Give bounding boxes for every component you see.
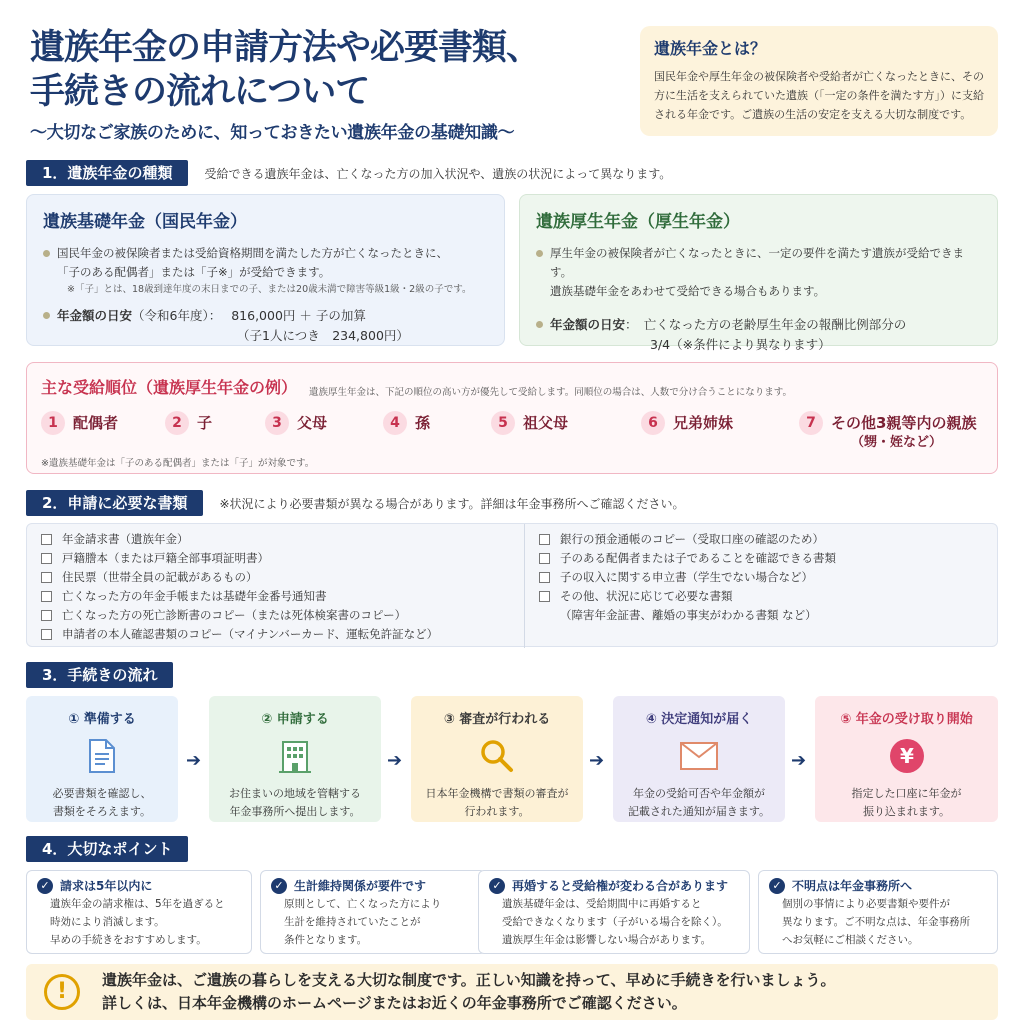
section-2-tag: 2．申請に必要な書類	[26, 490, 203, 516]
checklist-item-sub: （障害年金証書、離婚の事実がわかる書類 など）	[560, 608, 817, 622]
order-title: 主な受給順位（遺族厚生年金の例）	[41, 378, 298, 397]
flow-step-5	[815, 696, 998, 822]
point-text: 個別の事情により必要書類や要件が 異なります。ご不明な点は、年金事務所 へお気軽にご相談ください。	[782, 898, 971, 946]
checklist-label: その他、状況に応じて必要な書類	[560, 589, 733, 603]
title-line-2: 手続きの流れについて	[30, 72, 370, 112]
footer-line-2: 詳しくは、日本年金機構のホームページまたはお近くの年金事務所でご確認ください。	[102, 994, 687, 1012]
section-4-header	[26, 836, 188, 862]
order-label: 孫	[415, 414, 431, 432]
checklist-item	[41, 625, 438, 644]
point-text: 遺族基礎年金は、受給期間中に再婚すると 受給できなくなります（子がいる場合を除く）。 遺族厚生年金は影響しない場合があります。	[502, 898, 728, 946]
checkbox-icon[interactable]	[41, 591, 52, 602]
footer-line-1: 遺族年金は、ご遺族の暮らしを支える大切な制度です。正しい知識を持って、早めに手続きを行いましょう。	[102, 971, 836, 989]
checklist-item	[41, 549, 438, 568]
checkbox-icon[interactable]	[41, 629, 52, 640]
order-item-5	[491, 411, 568, 435]
checklist-label: 戸籍謄本（または戸籍全部事項証明書）	[62, 551, 269, 565]
step-text: 日本年金機構で書類の審査が 行われます。	[425, 787, 569, 818]
order-num: 1	[41, 411, 65, 435]
employee-amount-value-2: 3/4（※条件により異なります）	[650, 337, 831, 352]
basic-amount-year: （令和6年度）：	[132, 308, 222, 323]
checklist-item	[539, 587, 836, 606]
checklist-item	[539, 568, 836, 587]
point-text: 遺族年金の請求権は、5年を過ぎると 時効により消滅します。 早めの手続きをおすすめします。	[50, 898, 225, 946]
checklist-item	[41, 587, 438, 606]
employee-amount	[536, 315, 981, 355]
employee-pension-desc	[536, 244, 981, 301]
title-line-1: 遺族年金の申請方法や必要書類、	[30, 28, 541, 68]
point-title: 請求は5年以内に	[60, 879, 153, 893]
point-title: 不明点は年金事務所へ	[792, 879, 913, 893]
what-is-title: 遺族年金とは？	[654, 39, 767, 58]
bullet-icon	[43, 312, 50, 319]
checklist-label: 住民票（世帯全員の記載があるもの）	[62, 570, 258, 584]
checkbox-icon[interactable]	[41, 610, 52, 621]
documents-list-right	[539, 530, 836, 625]
section-2-header	[26, 490, 685, 516]
order-item-2	[165, 411, 212, 435]
flow-step-3	[411, 696, 583, 822]
basic-pension-card	[26, 194, 505, 346]
order-num: 2	[165, 411, 189, 435]
what-is-body: 国民年金や厚生年金の被保険者や受給者が亡くなったときに、その方に生活を支えられていた遺族（「一定の条件を満たす方」）に支給される年金です。ご遺族の生活の安定を支える大切な制度です。	[654, 70, 984, 121]
checklist-label: 子の収入に関する申立書（学生でない場合など）	[560, 570, 813, 584]
section-3-header	[26, 662, 173, 688]
checklist-label: 銀行の預金通帳のコピー（受取口座の確認のため）	[560, 532, 825, 546]
flow-step-1	[26, 696, 178, 822]
checkbox-icon[interactable]	[41, 534, 52, 545]
order-label: 子	[197, 414, 213, 432]
checklist-item	[41, 568, 438, 587]
checklist-label: 年金請求書（遺族年金）	[62, 532, 189, 546]
svg-text:¥: ¥	[899, 744, 914, 768]
point-card-2	[260, 870, 486, 954]
checkbox-icon[interactable]	[539, 572, 550, 583]
order-footnote: ※遺族基礎年金は「子のある配偶者」または「子」が対象です。	[41, 458, 315, 469]
page-title	[30, 26, 640, 114]
arrow-icon: ➔	[186, 750, 202, 771]
bullet-icon	[536, 321, 543, 328]
order-num: 3	[265, 411, 289, 435]
document-icon	[26, 737, 178, 775]
employee-pension-card	[519, 194, 998, 352]
footer-note	[26, 964, 998, 1020]
point-card-4	[758, 870, 998, 954]
order-num: 5	[491, 411, 515, 435]
building-icon	[209, 737, 381, 775]
section-1-tag: 1．遺族年金の種類	[26, 160, 188, 186]
checklist-item	[539, 549, 836, 568]
section-1-note: 受給できる遺族年金は、亡くなった方の加入状況や、遺族の状況によって異なります。	[204, 166, 672, 181]
employee-amount-value: ： 亡くなった方の老齢厚生年金の報酬比例部分の	[625, 317, 907, 332]
order-item-7	[799, 411, 976, 451]
point-title: 再婚すると受給権が変わる合があります	[512, 879, 729, 893]
point-card-1	[26, 870, 252, 954]
checkbox-icon[interactable]	[539, 553, 550, 564]
employee-amount-label: 年金額の日安	[550, 317, 626, 332]
receipt-order-box	[26, 362, 998, 474]
checklist-item	[539, 530, 836, 549]
checkbox-icon[interactable]	[41, 572, 52, 583]
arrow-icon: ➔	[791, 750, 807, 771]
step-text: 必要書類を確認し、 書類をそろえます。	[52, 787, 152, 818]
section-1-header	[26, 160, 671, 186]
employee-line-1: 厚生年金の被保険者が亡くなったときに、一定の要件を満たす遺族が受給できます。	[550, 246, 964, 279]
checklist-label: 申請者の本人確認書類のコピー（マイナンバーカード、運転免許証など）	[62, 627, 439, 641]
section-3-tag: 3．手続きの流れ	[26, 662, 173, 688]
checklist-item	[41, 530, 438, 549]
checklist-divider	[524, 524, 525, 648]
envelope-icon	[613, 737, 785, 775]
basic-amount-value: 816,000円 ＋ 子の加算	[231, 308, 366, 323]
basic-line-2: 「子のある配偶者」または「子※」が受給できます。	[57, 265, 331, 279]
order-item-3	[265, 411, 327, 435]
step-title: ④ 決定通知が届く	[645, 712, 753, 727]
order-label: 祖父母	[523, 414, 569, 432]
basic-pension-title: 遺族基礎年金（国民年金）	[43, 212, 247, 232]
order-item-1	[41, 411, 118, 435]
order-label: 父母	[297, 414, 328, 432]
step-text: 年金の受給可否や年金額が 記載された通知が届きます。	[627, 787, 771, 818]
flow-step-4	[613, 696, 785, 822]
bullet-icon	[536, 250, 543, 257]
check-icon: ✓	[271, 878, 287, 894]
section-4-tag: 4．大切なポイント	[26, 836, 188, 862]
step-text: 指定した口座に年金が 振り込まれます。	[851, 787, 962, 818]
employee-pension-title: 遺族厚生年金（厚生年金）	[536, 212, 740, 232]
point-card-3	[478, 870, 750, 954]
arrow-icon: ➔	[387, 750, 403, 771]
flow-step-2	[209, 696, 381, 822]
checklist-label: 子のある配偶者または子であることを確認できる書類	[560, 551, 836, 565]
checklist-item	[41, 606, 438, 625]
order-label: その他3親等内の親族	[831, 414, 977, 432]
order-label: 兄弟姉妹	[673, 414, 734, 432]
arrow-icon: ➔	[589, 750, 605, 771]
order-note: 遺族厚生年金は、下記の順位の高い方が優先して受給します。同順位の場合は、人数で分け合うことになります。	[309, 387, 792, 398]
exclamation-icon: !	[44, 974, 80, 1010]
order-item-4	[383, 411, 430, 435]
basic-child-note: ※「子」とは、18歳到達年度の末日までの子、または20歳未満で障害等級1級・2級の子です。	[67, 284, 472, 295]
footer-text	[102, 969, 836, 1015]
yen-icon	[815, 737, 998, 775]
order-num: 4	[383, 411, 407, 435]
checkbox-icon[interactable]	[41, 553, 52, 564]
order-item-6	[641, 411, 733, 435]
check-icon: ✓	[37, 878, 53, 894]
basic-line-1: 国民年金の被保険者または受給資格期間を満たした方が亡くなったときに、	[57, 246, 448, 260]
step-title: ① 準備する	[68, 712, 136, 727]
step-text: お住まいの地域を管轄する 年金事務所へ提出します。	[229, 787, 361, 818]
employee-line-2: 遺族基礎年金をあわせて受給できる場合もあります。	[550, 284, 826, 298]
point-text: 原則として、亡くなった方により 生計を維持されていたことが 条件となります。	[284, 898, 442, 946]
checkbox-icon[interactable]	[539, 591, 550, 602]
step-title: ② 申請する	[261, 712, 329, 727]
page-subtitle: 〜大切なご家族のために、知っておきたい遺族年金の基礎知識〜	[30, 123, 515, 143]
documents-checklist	[26, 523, 998, 647]
magnifier-icon	[411, 737, 583, 775]
basic-amount-label: 年金額の日安	[57, 308, 133, 323]
checklist-label: 亡くなった方の年金手帳または基礎年金番号通知書	[62, 589, 327, 603]
checkbox-icon[interactable]	[539, 534, 550, 545]
basic-amount-child: （子1人につき 234,800円）	[237, 328, 409, 343]
checklist-label: 亡くなった方の死亡診断書のコピー（または死体検案書のコピー）	[62, 608, 407, 622]
check-icon: ✓	[769, 878, 785, 894]
basic-amount	[43, 306, 488, 346]
what-is-box	[640, 26, 998, 136]
basic-pension-desc	[43, 244, 488, 282]
check-icon: ✓	[489, 878, 505, 894]
step-title: ⑤ 年金の受け取り開始	[840, 712, 973, 727]
order-num: 7	[799, 411, 823, 435]
order-label-sub: （甥・姪など）	[851, 435, 943, 450]
documents-list-left	[41, 530, 438, 644]
point-title: 生計維持関係が要件です	[294, 879, 427, 893]
order-num: 6	[641, 411, 665, 435]
section-2-note: ※状況により必要書類が異なる場合があります。詳細は年金事務所へご確認ください。	[219, 496, 685, 511]
step-title: ③ 審査が行われる	[443, 712, 551, 727]
bullet-icon	[43, 250, 50, 257]
order-label: 配偶者	[73, 414, 119, 432]
